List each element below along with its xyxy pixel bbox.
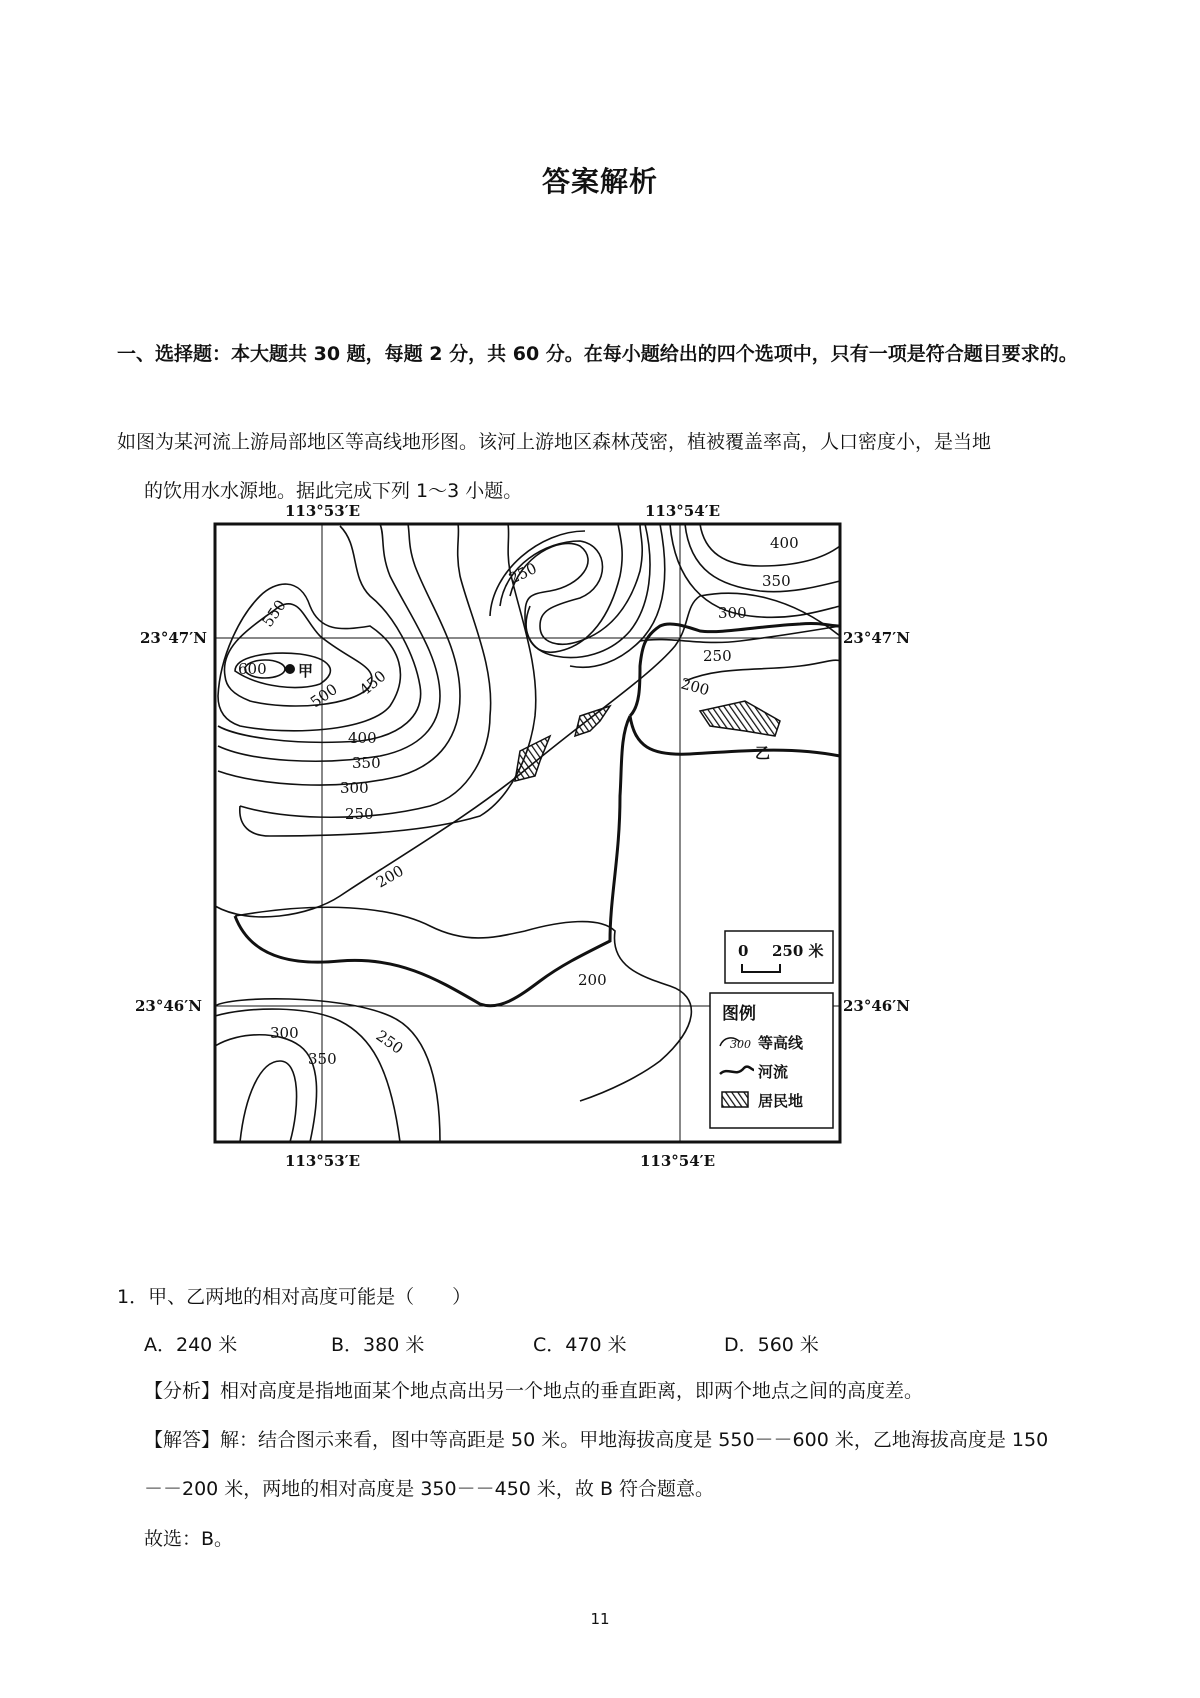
- analysis: 【分析】相对高度是指地面某个地点高出另一个地点的垂直距离，即两个地点之间的高度差。: [144, 1380, 924, 1402]
- contour-label-200-mid: 200: [373, 861, 407, 892]
- lon-bottom-right: 113°54′E: [640, 1152, 716, 1170]
- settlements: [515, 701, 780, 781]
- contour-label-250-bottom: 250: [372, 1026, 407, 1058]
- page-number: 11: [590, 1610, 610, 1628]
- place-jia: 甲: [298, 662, 314, 680]
- contour-map: [135, 502, 940, 1256]
- option-a: A．240 米: [144, 1334, 238, 1356]
- place-yi: 乙: [755, 744, 771, 762]
- contour-label-200-right: 200: [678, 674, 712, 700]
- contour-label-250-top: 250: [506, 559, 540, 588]
- lat-right-top: 23°47′N: [843, 629, 910, 647]
- section-heading: 一、选择题：本大题共 30 题，每题 2 分，共 60 分。在每小题给出的四个选项中，只有一项是符合题目要求的。: [117, 343, 1078, 365]
- lat-right-bottom: 23°46′N: [843, 997, 910, 1015]
- option-c: C．470 米: [533, 1334, 627, 1356]
- final-choice: 故选：B。: [144, 1528, 234, 1550]
- legend-title: 图例: [722, 1004, 756, 1024]
- scale-label: 250 米: [772, 942, 824, 960]
- intro-paragraph: [117, 418, 1107, 516]
- lat-left-top: 23°47′N: [140, 629, 207, 647]
- contour-label-350-right: 350: [762, 572, 791, 590]
- contour-label-350-bottom: 350: [308, 1050, 337, 1068]
- lon-top-right: 113°54′E: [645, 502, 721, 520]
- intro-line-1: 如图为某河流上游局部地区等高线地形图。该河上游地区森林茂密，植被覆盖率高，人口密度小，是当地: [117, 431, 992, 453]
- contour-label-400-right: 400: [770, 534, 799, 552]
- contour-label-450: 450: [356, 666, 390, 700]
- contour-label-300-left: 300: [340, 779, 369, 797]
- scale-bar: [725, 931, 833, 983]
- page-title: 答案解析: [541, 165, 658, 198]
- contour-label-250-left: 250: [345, 805, 374, 823]
- lon-top-left: 113°53′E: [285, 502, 361, 520]
- intro-line-2: 的饮用水水源地。据此完成下列 1～3 小题。: [144, 480, 523, 502]
- contour-label-550: 550: [258, 596, 290, 631]
- option-d: D．560 米: [724, 1334, 819, 1356]
- contour-label-500: 500: [306, 680, 341, 712]
- answer-line-2: －－200 米，两地的相对高度是 350－－450 米，故 B 符合题意。: [144, 1478, 715, 1500]
- lat-left-bottom: 23°46′N: [135, 997, 202, 1015]
- legend-contour: 等高线: [758, 1034, 804, 1052]
- contour-label-600: 600: [238, 660, 267, 678]
- contour-label-200-bottom: 200: [578, 971, 607, 989]
- legend-settlement: 居民地: [758, 1092, 804, 1110]
- lon-bottom-left: 113°53′E: [285, 1152, 361, 1170]
- legend-settlement-symbol: [722, 1092, 748, 1107]
- legend: [710, 993, 833, 1128]
- answer: [144, 1416, 1109, 1514]
- option-b: B．380 米: [331, 1334, 425, 1356]
- contour-label-400-left: 400: [348, 729, 377, 747]
- contour-label-250-right: 250: [703, 647, 732, 665]
- contour-label-300-bottom: 300: [270, 1024, 299, 1042]
- legend-contour-sample: 300: [730, 1038, 751, 1051]
- contour-label-350-left: 350: [352, 754, 381, 772]
- scale-zero: 0: [738, 942, 749, 960]
- legend-river: 河流: [758, 1063, 789, 1081]
- answer-line-1: 【解答】解：结合图示来看，图中等高距是 50 米。甲地海拔高度是 550－－600 米，乙地海拔高度是 150: [144, 1429, 1049, 1451]
- question-1: 1．甲、乙两地的相对高度可能是（ ）: [117, 1286, 472, 1308]
- contour-label-300-right: 300: [718, 604, 747, 622]
- point-jia: [285, 664, 295, 674]
